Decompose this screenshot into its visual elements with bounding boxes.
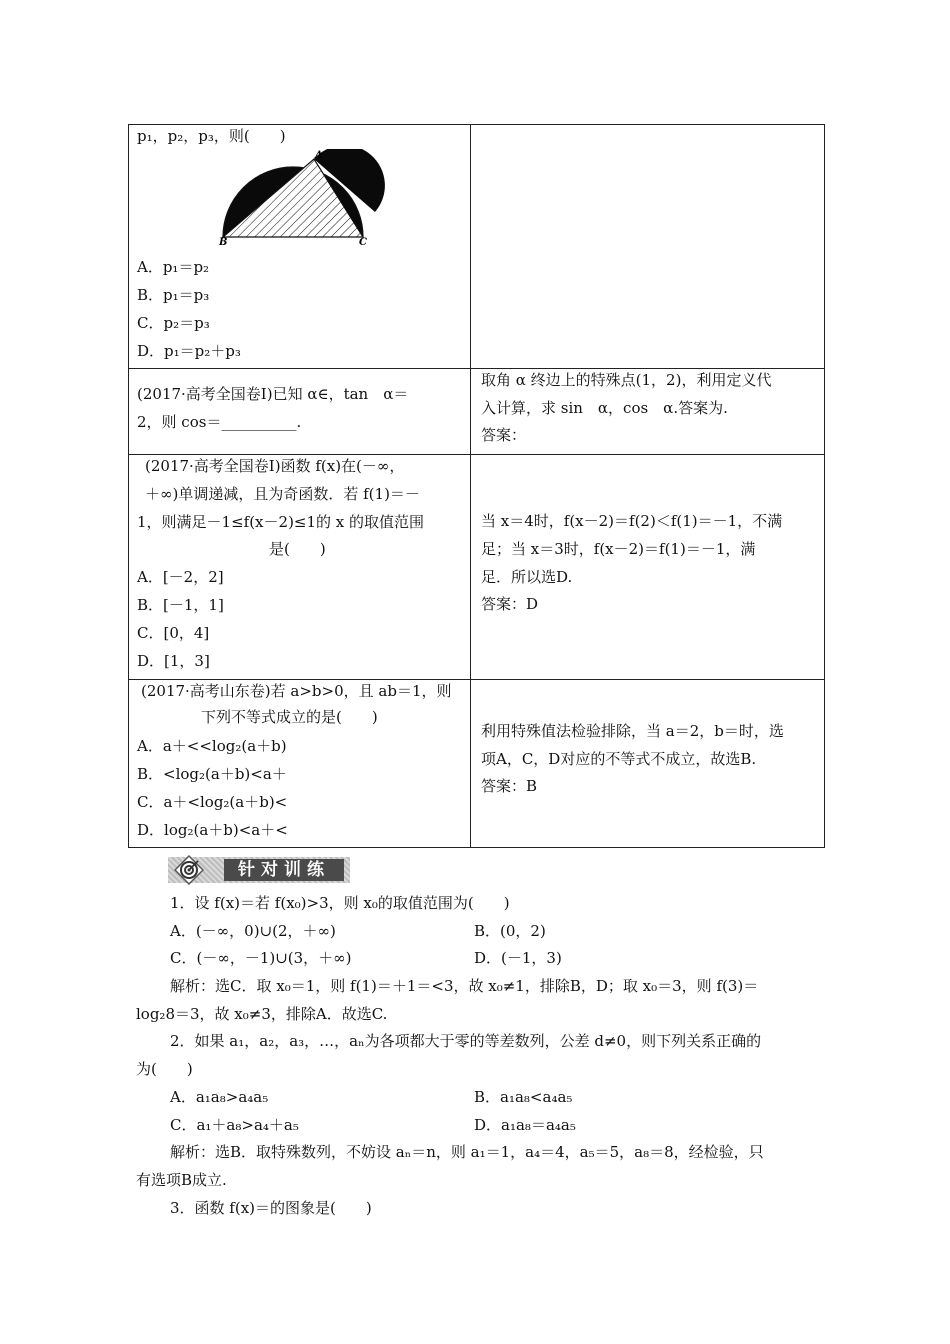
answer-line: 当 x＝4时，f(x－2)＝f(2)＜f(1)＝－1，不满 bbox=[481, 512, 783, 530]
option-b: B．[－1，1] bbox=[137, 596, 224, 614]
answer-line: 取角 α 终边上的特殊点(1，2)，利用定义代 bbox=[481, 371, 772, 389]
answer-cell bbox=[471, 125, 825, 369]
option-a: A．(－∞，0)∪(2，＋∞) bbox=[170, 922, 336, 940]
answer-cell bbox=[471, 369, 825, 455]
target-icon bbox=[174, 855, 204, 885]
question-line: (2017·高考全国卷Ⅰ)已知 α∈，tan α＝ bbox=[137, 385, 409, 403]
option-c: C．[0，4] bbox=[137, 624, 210, 642]
table-row bbox=[129, 125, 825, 369]
option-d: D．[1，3] bbox=[137, 652, 210, 670]
answer-line: 项A，C，D对应的不等式不成立，故选B. bbox=[481, 750, 757, 768]
table-row bbox=[129, 680, 825, 848]
badge-label: 针对训练 bbox=[224, 859, 344, 881]
solution-line: 解析：选C．取 x₀＝1，则 f(1)＝＋1＝<3，故 x₀≠1，排除B，D；取 x₀＝3，则 f(3)＝ bbox=[170, 977, 759, 995]
table-row bbox=[129, 369, 825, 455]
examples-table bbox=[128, 124, 825, 848]
answer-line: 答案：B bbox=[481, 777, 538, 795]
solution-line: 有选项B成立. bbox=[136, 1171, 227, 1189]
question-line: (2017·高考全国卷Ⅰ)函数 f(x)在(－∞， bbox=[145, 457, 405, 475]
question-line: ＋∞)单调递减，且为奇函数．若 f(1)＝－ bbox=[145, 485, 420, 503]
question-cell bbox=[129, 125, 471, 369]
vertex-label-b: B bbox=[219, 237, 228, 245]
problem-1: 1．设 f(x)＝若 f(x₀)>3，则 x₀的取值范围为( ) bbox=[170, 894, 510, 912]
semicircle-triangle-figure bbox=[215, 149, 385, 245]
solution-line: 解析：选B．取特殊数列，不妨设 aₙ＝n，则 a₁＝1，a₄＝4，a₅＝5，a₈＝8，经检验，只 bbox=[170, 1143, 764, 1161]
vertex-label-a: A bbox=[315, 150, 323, 161]
answer-line: 足．所以选D. bbox=[481, 568, 573, 586]
option-a: A．p₁＝p₂ bbox=[137, 258, 210, 276]
answer-line: 答案： bbox=[481, 426, 527, 444]
option-a: A．a＋<<log₂(a＋b) bbox=[137, 737, 287, 755]
question-intro: p₁，p₂，p₃，则( ) bbox=[137, 127, 286, 145]
option-c: C．a＋<log₂(a＋b)< bbox=[137, 793, 288, 811]
problem-2: 2．如果 a₁，a₂，a₃，…，aₙ为各项都大于零的等差数列，公差 d≠0，则下列关系正确的 bbox=[170, 1032, 762, 1050]
question-cell bbox=[129, 369, 471, 455]
option-c: C．p₂＝p₃ bbox=[137, 314, 210, 332]
answer-line: 答案：D bbox=[481, 595, 539, 613]
question-cell bbox=[129, 680, 471, 848]
option-d: D．p₁＝p₂＋p₃ bbox=[137, 342, 241, 360]
option-b: B．(0，2) bbox=[474, 922, 546, 940]
answer-line: 足；当 x＝3时，f(x－2)＝f(1)＝－1，满 bbox=[481, 540, 756, 558]
option-b: B．<log₂(a＋b)<a＋ bbox=[137, 765, 287, 783]
option-a: A．a₁a₈>a₄a₅ bbox=[170, 1088, 269, 1106]
question-cell bbox=[129, 455, 471, 680]
answer-line: 利用特殊值法检验排除，当 a＝2，b＝时，选 bbox=[481, 722, 784, 740]
answer-cell bbox=[471, 455, 825, 680]
option-c: C．a₁＋a₈>a₄＋a₅ bbox=[170, 1116, 299, 1134]
question-line: 1，则满足－1≤f(x－2)≤1的 x 的取值范围 bbox=[137, 513, 425, 531]
answer-cell bbox=[471, 680, 825, 848]
option-d: D．log₂(a＋b)<a＋< bbox=[137, 821, 288, 839]
option-a: A．[－2，2] bbox=[137, 568, 224, 586]
vertex-label-c: C bbox=[359, 237, 367, 245]
question-line: 2，则 cos＝__________. bbox=[137, 413, 302, 431]
table-row bbox=[129, 455, 825, 680]
question-line: (2017·高考山东卷)若 a>b>0，且 ab＝1，则 bbox=[141, 682, 452, 700]
option-c: C．(－∞，－1)∪(3，＋∞) bbox=[170, 949, 352, 967]
solution-line: log₂8＝3，故 x₀≠3，排除A．故选C. bbox=[136, 1005, 388, 1023]
problem-2-cont: 为( ) bbox=[136, 1060, 193, 1078]
option-d: D．(－1，3) bbox=[474, 949, 562, 967]
question-line: 下列不等式成立的是( ) bbox=[201, 708, 378, 726]
section-badge bbox=[168, 855, 352, 885]
answer-line: 入计算，求 sin α，cos α.答案为. bbox=[481, 399, 728, 417]
question-line: 是( ) bbox=[269, 540, 326, 558]
option-d: D．a₁a₈＝a₄a₅ bbox=[474, 1116, 576, 1134]
option-b: B．a₁a₈<a₄a₅ bbox=[474, 1088, 573, 1106]
problem-3: 3．函数 f(x)＝的图象是( ) bbox=[170, 1199, 372, 1217]
option-b: B．p₁＝p₃ bbox=[137, 286, 210, 304]
